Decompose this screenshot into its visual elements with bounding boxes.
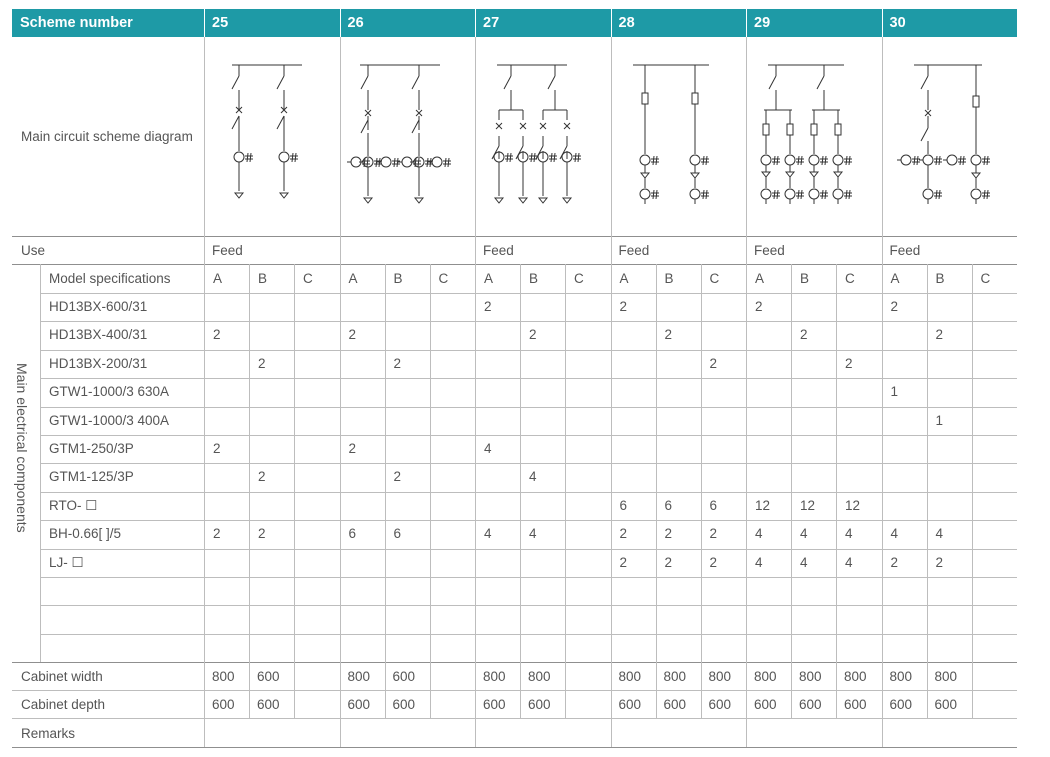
column-divider <box>520 264 521 718</box>
row-divider <box>12 662 1017 663</box>
component-qty: 6 <box>709 497 718 513</box>
cabinet-depth-value: 600 <box>889 697 913 713</box>
cabinet-width-value: 800 <box>754 669 777 685</box>
wire <box>578 153 579 162</box>
component-qty: 2 <box>755 299 763 314</box>
current-transformer-icon <box>785 155 795 165</box>
component-qty: 1 <box>935 412 944 428</box>
component-qty: 4 <box>935 526 944 542</box>
component-qty: 2 <box>709 355 718 371</box>
circuit-diagram-30 <box>882 38 1017 234</box>
scheme-number-27: 27 <box>483 15 500 31</box>
row-divider <box>12 718 1017 719</box>
use-value: Feed <box>889 243 921 258</box>
wire <box>801 156 802 165</box>
column-divider <box>611 9 612 37</box>
wire <box>250 153 251 162</box>
terminal-arrow-icon <box>415 198 423 203</box>
wire <box>247 153 248 162</box>
wire <box>277 76 284 89</box>
column-divider <box>40 264 41 662</box>
fuse-icon <box>763 124 769 135</box>
component-name: GTW1-1000/3 630A <box>49 384 170 400</box>
sub-column-header: A <box>213 271 223 286</box>
component-qty: 2 <box>213 526 221 542</box>
row-divider <box>40 435 1017 436</box>
component-qty: 2 <box>484 299 492 314</box>
current-transformer-icon <box>279 152 289 162</box>
row-divider <box>40 549 1017 550</box>
wire <box>295 153 296 162</box>
component-name: LJ- ☐ <box>49 554 84 570</box>
sub-column-header: A <box>348 271 358 286</box>
column-divider <box>746 9 747 37</box>
component-name: HD13BX-400/31 <box>49 327 148 343</box>
cabinet-depth-label: Cabinet depth <box>21 697 106 713</box>
row-divider <box>40 321 1017 322</box>
sub-column-header: A <box>890 271 900 286</box>
cabinet-width-value: 800 <box>934 669 958 685</box>
wire <box>914 156 915 165</box>
component-name: GTM1-250/3P <box>49 441 134 456</box>
row-divider <box>40 492 1017 493</box>
circuit-diagram-28 <box>611 38 746 234</box>
component-qty: 2 <box>890 554 899 570</box>
wire <box>653 156 654 165</box>
row-divider <box>40 463 1017 464</box>
sub-column-header: C <box>709 271 720 286</box>
column-divider <box>882 9 883 37</box>
fuse-icon <box>973 96 979 107</box>
use-row-label: Use <box>21 243 46 258</box>
scheme-number-29: 29 <box>754 15 771 31</box>
component-qty: 2 <box>213 327 221 343</box>
component-qty: 2 <box>348 441 357 456</box>
cabinet-depth-value: 600 <box>528 697 551 713</box>
cabinet-depth-value: 600 <box>347 697 371 713</box>
terminal-arrow-icon <box>519 198 527 203</box>
current-transformer-icon <box>640 189 650 199</box>
wire <box>427 158 428 167</box>
component-qty: 2 <box>845 355 853 371</box>
component-name: RTO- ☐ <box>49 497 98 513</box>
use-value: Feed <box>483 243 514 258</box>
cabinet-width-value: 800 <box>212 669 235 685</box>
current-transformer-icon <box>785 189 795 199</box>
component-qty: 4 <box>529 469 537 485</box>
row-divider <box>12 264 1017 265</box>
row-divider <box>40 378 1017 379</box>
wire <box>984 190 985 199</box>
current-transformer-icon <box>947 155 957 165</box>
cabinet-depth-value: 600 <box>257 697 280 713</box>
column-divider <box>836 264 837 718</box>
wire <box>849 190 850 199</box>
wire <box>418 158 419 167</box>
wire <box>653 190 654 199</box>
cabinet-depth-value: 600 <box>392 697 416 713</box>
cabinet-depth-value: 600 <box>708 697 732 713</box>
terminal-arrow-icon <box>762 172 770 177</box>
component-qty: 4 <box>529 526 537 542</box>
wire <box>394 158 395 167</box>
wire <box>939 190 940 199</box>
component-name: HD13BX-600/31 <box>49 299 148 314</box>
wire <box>798 156 799 165</box>
wire <box>507 153 508 162</box>
component-qty: 6 <box>348 526 357 542</box>
component-qty: 12 <box>755 497 771 513</box>
wire <box>412 76 419 89</box>
sub-column-header: B <box>935 271 945 286</box>
wire <box>777 190 778 199</box>
sub-column-header: A <box>619 271 629 286</box>
column-divider <box>294 264 295 718</box>
wire <box>504 76 511 89</box>
sub-column-header: B <box>800 271 810 286</box>
component-qty: 2 <box>619 526 628 542</box>
wire <box>825 156 826 165</box>
component-qty: 2 <box>800 327 808 343</box>
sub-column-header: B <box>393 271 403 286</box>
component-qty: 12 <box>800 497 816 513</box>
component-qty: 6 <box>393 526 402 542</box>
current-transformer-icon <box>923 189 933 199</box>
current-transformer-icon <box>833 155 843 165</box>
row-divider <box>12 747 1017 748</box>
component-qty: 4 <box>484 526 492 542</box>
terminal-arrow-icon <box>810 172 818 177</box>
wire <box>822 190 823 199</box>
current-transformer-icon <box>761 155 771 165</box>
fuse-icon <box>811 124 817 135</box>
component-name: GTW1-1000/3 400A <box>49 412 170 428</box>
cabinet-depth-value: 600 <box>212 697 235 713</box>
component-qty: 4 <box>800 526 808 542</box>
component-qty: 4 <box>800 554 808 570</box>
column-divider <box>430 264 431 718</box>
terminal-arrow-icon <box>786 172 794 177</box>
component-name: GTM1-125/3P <box>49 469 134 485</box>
component-qty: 6 <box>619 497 628 513</box>
wire <box>656 156 657 165</box>
fuse-icon <box>787 124 793 135</box>
terminal-arrow-icon <box>972 173 980 178</box>
wire <box>656 190 657 199</box>
current-transformer-icon <box>381 157 391 167</box>
use-value: Feed <box>618 243 650 258</box>
wire <box>936 190 937 199</box>
current-transformer-icon <box>690 155 700 165</box>
sub-column-header: B <box>529 271 539 286</box>
wire <box>798 190 799 199</box>
wire <box>361 76 368 89</box>
component-qty: 4 <box>484 441 492 456</box>
wire <box>817 76 824 89</box>
terminal-arrow-icon <box>539 198 547 203</box>
wire <box>412 120 419 133</box>
wire <box>825 190 826 199</box>
component-name: BH-0.66[ ]/5 <box>49 526 122 542</box>
circuit-diagram-26 <box>340 38 475 234</box>
cabinet-width-value: 600 <box>257 669 280 685</box>
column-divider <box>656 264 657 718</box>
wire <box>703 190 704 199</box>
wire <box>277 116 284 129</box>
component-qty: 2 <box>348 327 357 343</box>
column-divider <box>249 264 250 718</box>
row-divider <box>40 350 1017 351</box>
cabinet-width-value: 800 <box>483 669 506 685</box>
component-qty: 2 <box>619 554 628 570</box>
wire <box>534 153 535 162</box>
column-divider <box>565 264 566 718</box>
component-qty: 1 <box>890 384 899 400</box>
wire <box>575 153 576 162</box>
current-transformer-icon <box>809 189 819 199</box>
terminal-arrow-icon <box>235 193 243 198</box>
sub-column-header: C <box>845 271 855 286</box>
cabinet-depth-value: 600 <box>483 697 506 713</box>
current-transformer-icon <box>761 189 771 199</box>
wire <box>822 156 823 165</box>
cabinet-width-value: 800 <box>528 669 551 685</box>
column-divider <box>927 264 928 718</box>
wire <box>987 156 988 165</box>
component-qty: 2 <box>709 526 718 542</box>
cabinet-depth-value: 600 <box>663 697 687 713</box>
wire <box>706 190 707 199</box>
wire <box>367 158 368 167</box>
wire <box>554 153 555 162</box>
wire <box>769 76 776 89</box>
terminal-arrow-icon <box>280 193 288 198</box>
row-divider <box>40 605 1017 606</box>
wire <box>984 156 985 165</box>
current-transformer-icon <box>923 155 933 165</box>
use-value: Feed <box>212 243 243 258</box>
component-qty: 2 <box>213 441 221 456</box>
wire <box>936 156 937 165</box>
sub-column-header: B <box>664 271 674 286</box>
diagram-row-label: Main circuit scheme diagram <box>21 129 193 144</box>
sub-column-header: C <box>574 271 584 286</box>
wire <box>397 158 398 167</box>
wire <box>846 156 847 165</box>
cabinet-width-value: 800 <box>663 669 687 685</box>
fuse-icon <box>835 124 841 135</box>
wire <box>849 156 850 165</box>
remarks-label: Remarks <box>21 726 76 742</box>
column-divider <box>701 264 702 718</box>
current-transformer-icon <box>640 155 650 165</box>
scheme-number-25: 25 <box>212 15 229 31</box>
component-qty: 4 <box>755 526 763 542</box>
wire <box>774 190 775 199</box>
wire <box>448 158 449 167</box>
scheme-number-28: 28 <box>618 15 635 31</box>
component-name: HD13BX-200/31 <box>49 355 148 371</box>
terminal-arrow-icon <box>364 198 372 203</box>
scheme-number-26: 26 <box>347 15 364 31</box>
row-divider <box>40 293 1017 294</box>
component-qty: 2 <box>709 554 718 570</box>
sub-column-header: C <box>303 271 313 286</box>
use-value: Feed <box>754 243 785 258</box>
component-qty: 2 <box>393 469 402 485</box>
fuse-icon <box>642 93 648 104</box>
component-qty: 2 <box>258 355 266 371</box>
wire <box>939 156 940 165</box>
component-qty: 2 <box>890 299 899 314</box>
component-qty: 2 <box>258 469 266 485</box>
scheme-number-30: 30 <box>889 15 906 31</box>
cabinet-width-value: 800 <box>889 669 913 685</box>
component-qty: 2 <box>664 327 673 343</box>
terminal-arrow-icon <box>641 173 649 178</box>
cabinet-depth-value: 600 <box>754 697 777 713</box>
wire <box>510 153 511 162</box>
column-divider <box>791 264 792 718</box>
wire <box>917 156 918 165</box>
row-divider <box>40 577 1017 578</box>
cabinet-depth-value: 600 <box>844 697 867 713</box>
row-divider <box>12 236 1017 237</box>
wire <box>777 156 778 165</box>
cabinet-depth-value: 600 <box>799 697 822 713</box>
terminal-arrow-icon <box>495 198 503 203</box>
terminal-arrow-icon <box>563 198 571 203</box>
wire <box>706 156 707 165</box>
wire <box>376 158 377 167</box>
circuit-diagram-29 <box>746 38 881 234</box>
row-divider <box>40 634 1017 635</box>
cabinet-width-value: 800 <box>347 669 371 685</box>
sub-column-header: C <box>438 271 449 286</box>
wire <box>551 153 552 162</box>
fuse-icon <box>692 93 698 104</box>
component-qty: 2 <box>664 526 673 542</box>
header-bar <box>12 9 1017 37</box>
cabinet-width-value: 800 <box>618 669 642 685</box>
wire <box>921 76 928 89</box>
component-qty: 2 <box>258 526 266 542</box>
wire <box>960 156 961 165</box>
wire <box>703 156 704 165</box>
column-divider <box>385 264 386 718</box>
cabinet-width-label: Cabinet width <box>21 669 103 685</box>
wire <box>292 153 293 162</box>
current-transformer-icon <box>833 189 843 199</box>
model-spec-label: Model specifications <box>49 271 171 286</box>
row-divider <box>40 520 1017 521</box>
wire <box>774 156 775 165</box>
terminal-arrow-icon <box>691 173 699 178</box>
component-qty: 4 <box>890 526 899 542</box>
component-qty: 4 <box>845 526 853 542</box>
wire <box>846 190 847 199</box>
column-divider <box>972 264 973 718</box>
sub-column-header: B <box>258 271 268 286</box>
row-divider <box>12 690 1017 691</box>
current-transformer-icon <box>690 189 700 199</box>
wire <box>531 153 532 162</box>
current-transformer-icon <box>901 155 911 165</box>
component-qty: 2 <box>619 299 628 314</box>
cabinet-width-value: 800 <box>844 669 867 685</box>
cabinet-width-value: 600 <box>392 669 416 685</box>
current-transformer-icon <box>432 157 442 167</box>
row-divider <box>40 407 1017 408</box>
current-transformer-icon <box>971 155 981 165</box>
current-transformer-icon <box>234 152 244 162</box>
component-qty: 4 <box>845 554 853 570</box>
terminal-arrow-icon <box>834 172 842 177</box>
wire <box>987 190 988 199</box>
circuit-diagram-25 <box>204 38 339 234</box>
component-qty: 2 <box>393 355 402 371</box>
wire <box>963 156 964 165</box>
component-qty: 2 <box>529 327 537 343</box>
column-divider <box>475 9 476 37</box>
cabinet-width-value: 800 <box>799 669 822 685</box>
cabinet-depth-value: 600 <box>934 697 958 713</box>
column-divider <box>340 9 341 37</box>
component-qty: 4 <box>755 554 763 570</box>
component-qty: 12 <box>845 497 861 513</box>
component-qty: 2 <box>935 554 944 570</box>
component-qty: 2 <box>935 327 944 343</box>
wire <box>361 120 368 133</box>
column-divider <box>204 9 205 37</box>
sub-column-header: C <box>980 271 991 286</box>
cabinet-width-value: 800 <box>708 669 732 685</box>
wire <box>445 158 446 167</box>
components-group-label: Main electrical components <box>14 363 30 533</box>
component-qty: 6 <box>664 497 673 513</box>
wire <box>232 116 239 129</box>
wire <box>921 128 928 141</box>
header-label: Scheme number <box>20 15 133 31</box>
wire <box>232 76 239 89</box>
wire <box>801 190 802 199</box>
circuit-diagram-27 <box>475 38 610 234</box>
sub-column-header: A <box>755 271 765 286</box>
current-transformer-icon <box>971 189 981 199</box>
cabinet-depth-value: 600 <box>618 697 642 713</box>
sub-column-header: A <box>484 271 494 286</box>
current-transformer-icon <box>809 155 819 165</box>
wire <box>548 76 555 89</box>
component-qty: 2 <box>664 554 673 570</box>
